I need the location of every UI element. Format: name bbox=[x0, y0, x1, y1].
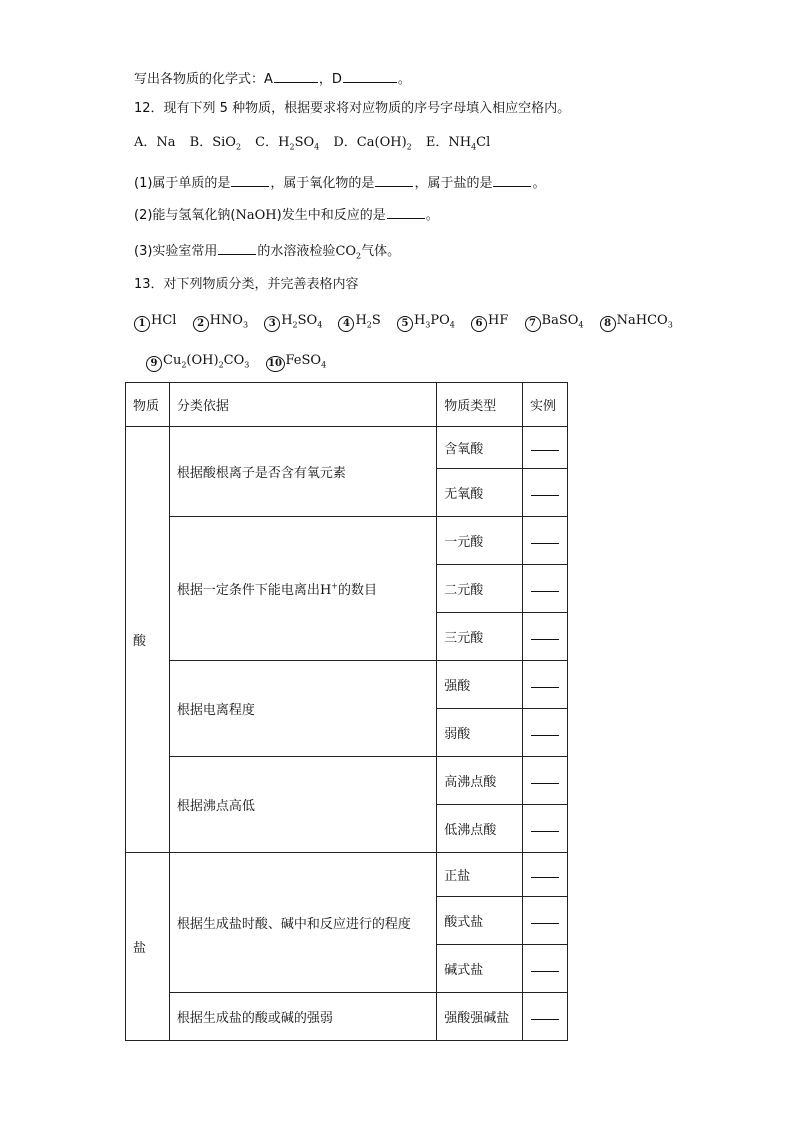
blank-co2-test[interactable] bbox=[218, 240, 256, 255]
example-blank[interactable] bbox=[523, 709, 568, 757]
q12-sub2: (2)能与氢氧化钠(NaOH)发生中和反应的是 。 bbox=[134, 204, 439, 225]
q13-substances-2: 9 $Cu_2(OH)_2CO_3$ 10 FeSO$_4$ bbox=[146, 352, 338, 372]
option-a: A．Na bbox=[134, 135, 176, 150]
option-d: D．$Ca(OH)_2$ bbox=[333, 135, 412, 152]
example-blank[interactable] bbox=[523, 853, 568, 897]
circled-number: 7 bbox=[525, 316, 541, 332]
type-cell: 无氧酸 bbox=[437, 469, 523, 517]
type-cell: 高沸点酸 bbox=[437, 757, 523, 805]
header-basis: 分类依据 bbox=[169, 383, 436, 427]
type-cell: 碱式盐 bbox=[437, 945, 523, 993]
blank-oxide[interactable] bbox=[375, 172, 413, 187]
blank-element[interactable] bbox=[231, 172, 269, 187]
type-cell: 一元酸 bbox=[437, 517, 523, 565]
type-cell: 强酸 bbox=[437, 661, 523, 709]
example-blank[interactable] bbox=[523, 565, 568, 613]
circled-number: 1 bbox=[134, 316, 150, 332]
blank-neutralize[interactable] bbox=[387, 204, 425, 219]
q12-options bbox=[134, 134, 500, 152]
q12-sub3: (3)实验室常用 的水溶液检验$CO_2$气体。 bbox=[134, 240, 400, 261]
q11-tail-line: 写出各物质的化学式：A ，D 。 bbox=[134, 68, 411, 89]
type-cell: 三元酸 bbox=[437, 613, 523, 661]
category-salt: 盐 bbox=[126, 853, 170, 1041]
type-cell: 强酸强碱盐 bbox=[437, 993, 523, 1041]
example-blank[interactable] bbox=[523, 757, 568, 805]
circled-number: 9 bbox=[146, 356, 162, 372]
type-cell: 酸式盐 bbox=[437, 897, 523, 945]
basis-neutralization: 根据生成盐时酸、碱中和反应进行的程度 bbox=[169, 853, 436, 993]
table-row bbox=[126, 427, 568, 469]
circled-number: 4 bbox=[338, 316, 354, 332]
q12-sub1: (1)属于单质的是 ，属于氧化物的是 ，属于盐的是 。 bbox=[134, 172, 545, 193]
example-blank[interactable] bbox=[523, 469, 568, 517]
example-blank[interactable] bbox=[523, 517, 568, 565]
option-e: E．$NH_4Cl$ bbox=[425, 135, 491, 152]
answer-blank-a[interactable] bbox=[274, 68, 318, 83]
header-example: 实例 bbox=[523, 383, 568, 427]
type-cell: 弱酸 bbox=[437, 709, 523, 757]
option-b: B．SiO$_2$ bbox=[189, 135, 242, 152]
table-row bbox=[126, 517, 568, 565]
classification-table bbox=[125, 382, 568, 1041]
table-row bbox=[126, 757, 568, 805]
q13-stem: 13．对下列物质分类，并完善表格内容 bbox=[134, 277, 359, 292]
circled-number: 5 bbox=[397, 316, 413, 332]
example-blank[interactable] bbox=[523, 427, 568, 469]
circled-number: 8 bbox=[600, 316, 616, 332]
blank-salt[interactable] bbox=[493, 172, 531, 187]
example-blank[interactable] bbox=[523, 945, 568, 993]
example-blank[interactable] bbox=[523, 993, 568, 1041]
circled-number: 6 bbox=[471, 316, 487, 332]
basis-oxygen: 根据酸根离子是否含有氧元素 bbox=[169, 427, 436, 517]
answer-blank-d[interactable] bbox=[343, 68, 397, 83]
type-cell: 含氧酸 bbox=[437, 427, 523, 469]
option-c: C．$H_2SO_4$ bbox=[255, 135, 320, 152]
example-blank[interactable] bbox=[523, 897, 568, 945]
circled-number: 2 bbox=[193, 316, 209, 332]
q12-stem: 12．现有下列 5 种物质，根据要求将对应物质的序号字母填入相应空格内。 bbox=[134, 101, 571, 116]
header-type: 物质类型 bbox=[437, 383, 523, 427]
type-cell: 低沸点酸 bbox=[437, 805, 523, 853]
example-blank[interactable] bbox=[523, 661, 568, 709]
basis-acid-base-strength: 根据生成盐的酸或碱的强弱 bbox=[169, 993, 436, 1041]
basis-ionization-count: 根据一定条件下能电离出H+的数目 bbox=[169, 517, 436, 661]
table-row bbox=[126, 853, 568, 897]
example-blank[interactable] bbox=[523, 613, 568, 661]
header-substance: 物质 bbox=[126, 383, 170, 427]
category-acid: 酸 bbox=[126, 427, 170, 853]
basis-ionization-degree: 根据电离程度 bbox=[169, 661, 436, 757]
circled-number: 3 bbox=[264, 316, 280, 332]
table-row bbox=[126, 993, 568, 1041]
table-header-row bbox=[126, 383, 568, 427]
q13-substances-1: 1 HCl 2 $HNO_3$ 3 $H_2SO_4$ 4 $H_2S$ 5 $H_3PO_4$ 6 HF 7 BaSO$_4$ 8 NaHCO$_3$ bbox=[134, 312, 685, 332]
type-cell: 正盐 bbox=[437, 853, 523, 897]
example-blank[interactable] bbox=[523, 805, 568, 853]
circled-number: 10 bbox=[266, 356, 285, 372]
basis-boiling-point: 根据沸点高低 bbox=[169, 757, 436, 853]
type-cell: 二元酸 bbox=[437, 565, 523, 613]
table-row bbox=[126, 661, 568, 709]
